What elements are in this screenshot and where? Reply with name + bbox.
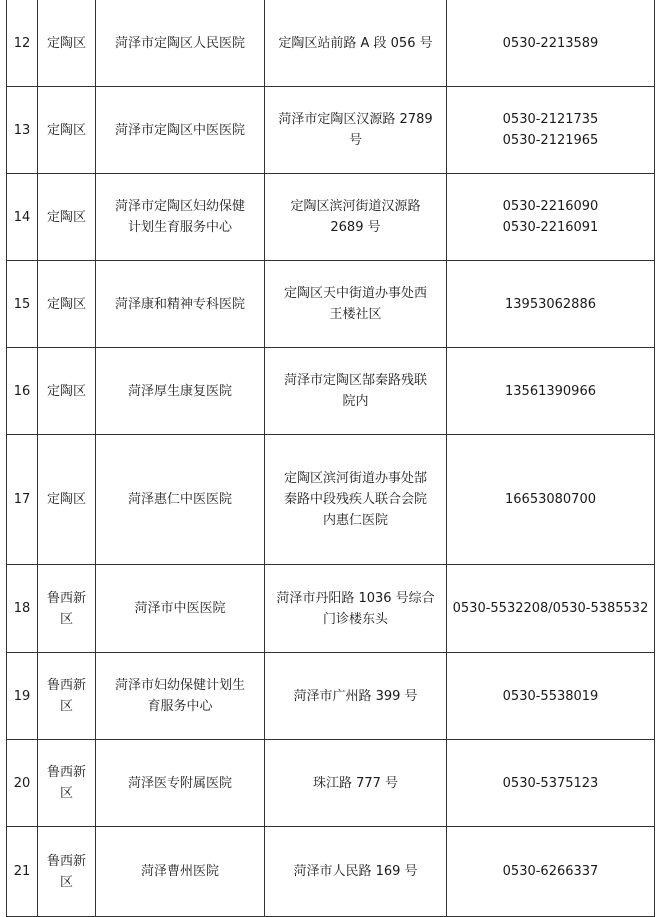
table-row [7, 827, 655, 917]
cell-hospital-line: 菏泽市定陶区中医医院 [114, 122, 245, 138]
cell-district-line: 定陶区 [46, 209, 86, 225]
cell-number: 17 [7, 435, 38, 565]
cell-hospital [96, 565, 265, 653]
cell-hospital [96, 261, 265, 348]
cell-phone-line: 13953062886 [505, 296, 596, 312]
cell-phone [447, 0, 655, 87]
cell-address [265, 261, 447, 348]
cell-address-line: 内惠仁医院 [322, 513, 388, 528]
cell-hospital-line: 菏泽曹州医院 [140, 864, 219, 879]
cell-address-line: 定陶区天中街道办事处西 [283, 286, 427, 301]
cell-phone [447, 348, 655, 435]
cell-hospital [96, 740, 265, 827]
cell-hospital [96, 87, 265, 174]
table-row [7, 653, 655, 740]
cell-hospital [96, 653, 265, 740]
cell-address-line: 菏泽市定陶区汉源路 2789 [278, 112, 433, 127]
cell-address [265, 435, 447, 565]
cell-address-line: 院内 [342, 394, 369, 409]
cell-district-line: 鲁西新 [46, 678, 86, 693]
cell-district-line: 定陶区 [46, 122, 86, 138]
cell-number: 13 [7, 87, 38, 174]
cell-address-line: 菏泽市广州路 399 号 [293, 688, 418, 704]
cell-hospital [96, 0, 265, 87]
cell-phone-line: 16653080700 [505, 492, 596, 507]
table-row [7, 0, 655, 87]
table-row [7, 435, 655, 565]
cell-district [38, 740, 96, 827]
cell-hospital [96, 827, 265, 917]
cell-hospital-line: 菏泽厚生康复医院 [127, 383, 232, 399]
cell-address-line: 王楼社区 [329, 307, 382, 322]
cell-phone-line: 0530-5538019 [502, 688, 599, 704]
cell-address [265, 827, 447, 917]
cell-address-line: 菏泽市定陶区郜秦路残联 [283, 373, 427, 388]
cell-hospital [96, 348, 265, 435]
cell-hospital-line: 育服务中心 [147, 699, 213, 714]
cell-phone [447, 827, 655, 917]
cell-district-line: 鲁西新 [46, 590, 86, 606]
cell-district-line: 鲁西新 [46, 765, 86, 780]
cell-phone [447, 87, 655, 174]
cell-address [265, 87, 447, 174]
cell-address-line: 号 [348, 133, 362, 148]
cell-hospital-line: 菏泽市定陶区妇幼保健 [114, 199, 245, 214]
cell-phone [447, 653, 655, 740]
cell-number: 20 [7, 740, 38, 827]
table-row [7, 565, 655, 653]
cell-address [265, 0, 447, 87]
cell-phone [447, 435, 655, 565]
cell-hospital-line: 菏泽惠仁中医医院 [127, 492, 232, 507]
cell-hospital-line: 菏泽市定陶区人民医院 [114, 35, 245, 51]
clinic-table [6, 0, 655, 917]
cell-district-line: 区 [59, 786, 73, 801]
cell-phone-line: 13561390966 [505, 383, 596, 399]
cell-district-line: 区 [59, 699, 73, 714]
cell-hospital-line: 菏泽康和精神专科医院 [114, 296, 245, 312]
cell-district-line: 区 [59, 611, 73, 627]
cell-hospital [96, 174, 265, 261]
cell-phone-line: 0530-6266337 [502, 864, 599, 879]
table-row [7, 87, 655, 174]
cell-address-line: 菏泽市人民路 169 号 [293, 864, 418, 879]
cell-number: 12 [7, 0, 38, 87]
cell-hospital [96, 435, 265, 565]
table-row [7, 740, 655, 827]
cell-district-line: 定陶区 [46, 383, 86, 399]
cell-address-line: 门诊楼东头 [322, 611, 388, 627]
cell-phone-line: 0530-2216091 [502, 220, 599, 235]
cell-address-line: 珠江路 777 号 [312, 775, 399, 791]
cell-address-line: 定陶区滨河街道汉源路 [290, 199, 421, 214]
cell-phone [447, 174, 655, 261]
cell-district [38, 565, 96, 653]
cell-address [265, 174, 447, 261]
cell-address-line: 定陶区站前路 A 段 056 号 [278, 35, 433, 51]
cell-address-line: 秦路中段残疾人联合会院 [283, 492, 427, 507]
cell-phone [447, 261, 655, 348]
cell-phone-line: 0530-5375123 [502, 775, 599, 791]
cell-district [38, 0, 96, 87]
cell-phone-line: 0530-5532208/0530-5385532 [452, 601, 649, 616]
table-row [7, 261, 655, 348]
cell-address [265, 348, 447, 435]
cell-address-line: 定陶区滨河街道办事处郜 [283, 471, 427, 486]
cell-phone [447, 565, 655, 653]
cell-number: 15 [7, 261, 38, 348]
cell-district-line: 鲁西新 [46, 853, 86, 869]
cell-district-line: 定陶区 [46, 35, 86, 51]
cell-district [38, 653, 96, 740]
cell-phone-line: 0530-2121965 [502, 133, 599, 148]
cell-hospital-line: 菏泽市中医医院 [134, 601, 226, 616]
cell-number: 21 [7, 827, 38, 917]
cell-hospital-line: 计划生育服务中心 [127, 220, 232, 235]
cell-address-line: 2689 号 [330, 220, 381, 235]
cell-number: 16 [7, 348, 38, 435]
cell-district [38, 174, 96, 261]
cell-phone-line: 0530-2121735 [502, 112, 599, 127]
cell-district [38, 435, 96, 565]
cell-phone-line: 0530-2216090 [502, 199, 599, 214]
cell-address [265, 740, 447, 827]
cell-district-line: 区 [59, 874, 73, 890]
cell-district-line: 定陶区 [46, 296, 86, 312]
cell-address [265, 565, 447, 653]
cell-hospital-line: 菏泽医专附属医院 [127, 775, 232, 791]
cell-hospital-line: 菏泽市妇幼保健计划生 [114, 678, 245, 693]
cell-number: 18 [7, 565, 38, 653]
cell-address-line: 菏泽市丹阳路 1036 号综合 [276, 590, 435, 606]
cell-number: 19 [7, 653, 38, 740]
cell-district [38, 261, 96, 348]
cell-phone [447, 740, 655, 827]
cell-number: 14 [7, 174, 38, 261]
cell-district [38, 348, 96, 435]
cell-district [38, 827, 96, 917]
table-row [7, 174, 655, 261]
cell-district-line: 定陶区 [46, 492, 86, 507]
cell-district [38, 87, 96, 174]
table-row [7, 348, 655, 435]
clinic-table-body [7, 0, 655, 917]
cell-phone-line: 0530-2213589 [502, 35, 599, 51]
cell-address [265, 653, 447, 740]
